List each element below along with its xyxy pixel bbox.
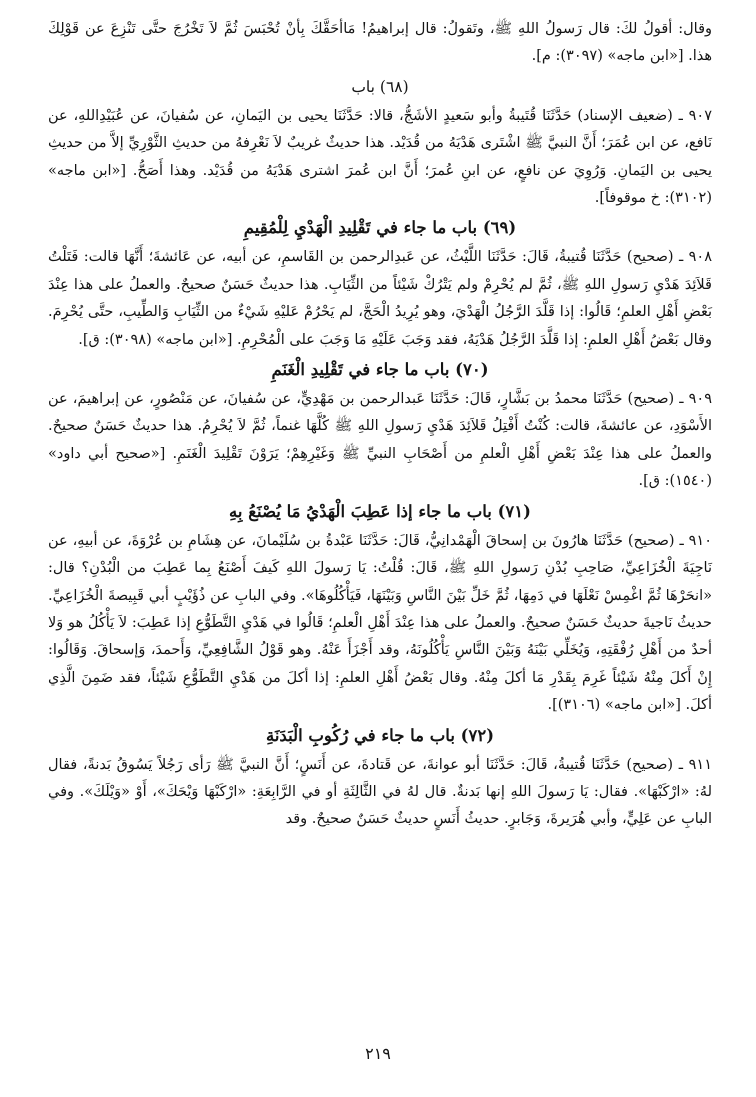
- page-number: ٢١٩: [365, 1044, 391, 1063]
- hadith-907: ٩٠٧ ـ (ضعيف الإسناد) حَدَّثَنَا قُتَيبةُ وأبو سَعيدٍ الأشَجُّ، قالا: حَدَّثَنَا يحيى بن اليَمانِ، عن سُفيانَ، عن عُبَيْدِاللهِ، عن نَافع، عن ابن عُمَرَ؛ أَنَّ النبيَّ ﷺ اشْتَرى هَدْيَهُ من قُدَيْد. هذا حديثٌ غريبٌ لاَ نَعْرِفهُ من حديثِ الثَّوْرِيِّ إلاَّ من حديثِ يحيى بن اليَمانِ. وَرُوِيَ عن نافعٍ، عن ابنِ عُمرَ؛ أَنَّ ابن عُمرَ اشترى هَدْيَهُ من قُدَيْد. وهذا أَصَحُّ. [«ابن ماجه» (٣١٠٢): خ موقوفاً].: [48, 107, 712, 207]
- chapter-heading-72: (٧٢) باب ما جاء في رُكُوبِ الْبَدَنَةِ: [265, 725, 495, 745]
- hadith-909: ٩٠٩ ـ (صحيح) حَدَّثَنَا محمدُ بن بَشَّارٍ، قَالَ: حَدَّثَنَا عَبدالرحمن بن مَهْدِيٍّ، عن سُفيانَ، عن مَنْصُورٍ، عن إبراهيمَ، عن الأَسْوَدِ، عن عائشةَ، قالت: كُنْتُ أَفْتِلُ قَلاَئِدَ هَدْيِ رَسولِ اللهِ ﷺ كُلَّهَا غنماً، ثُمَّ لاَ يُحْرِمُ. هذا حديثٌ حَسَنٌ صحيحٌ. والعملُ على هذا عِنْدَ بَعْضِ أَهْلِ الْعلمِ من أَصْحَابِ النبيِّ ﷺ وَغَيْرِهِمْ؛ يَرَوْنَ تَقْلِيدَ الْغَنَمِ. [«صحيح أبي داود» (١٥٤٠): ق].: [48, 391, 712, 490]
- document-page: [48, 16, 712, 834]
- chapter-heading-69: (٦٩) باب ما جاء في تَقْلِيدِ الْهَدْيِ لِلْمُقِيمِ: [243, 218, 517, 238]
- paragraph-continuation: وقال: أقولُ لكَ: قال رَسولُ اللهِ ﷺ، وتَقولُ: قال إبراهيمُ! مَاأحَقَّكَ بِأنْ تُحْبَسَ ثُمَّ لاَ تَخْرُجَ حتَّى تَنْزِعَ عن قَوْلِكَ هذا. [«ابن ماجه» (٣٠٩٧): م].: [48, 21, 712, 65]
- hadith-910: ٩١٠ ـ (صحيح) حَدَّثَنَا هارُونَ بن إسحاقَ الْهَمْدانِيُّ، قَالَ: حَدَّثَنَا عَبْدةُ بن سُلَيْمانَ، عن هِشَامِ بن عُرْوَةَ، عن أبيهِ، عن نَاجِيَةَ الْخُزَاعِيِّ، صَاحِبِ بُدْنِ رَسولِ اللهِ ﷺ، قَالَ: قُلْتُ: يَا رَسولَ اللهِ كَيفَ أَصْنَعُ بِما عَطِبَ من الْبُدْنِ؟ قال: «انحَرْهَا ثُمَّ اغْمِسْ نَعْلَهَا في دَمِهَا، ثُمَّ خَلِّ بَيْنَ النَّاسِ وَبَيْنَهَا، فَيَأْكُلُوهَا». وفي البابِ عن ذُؤَيْبٍ أبي قَبِيصةَ الْخُزَاعِيِّ. حديثُ نَاجيةَ حديثٌ حَسَنٌ صحيحٌ. والعملُ على هذا عِنْدَ أَهْلِ الْعلمِ؛ قَالُوا في هَدْيِ التَّطَوُّعِ إذا عَطِبَ: لاَ يَأْكُلُ هو وَلا أحدٌ من أَهْلِ رُفْقَتِهِ، وَيُخَلِّي بَيْنَهُ وَبَيْنَ النَّاسِ يَأْكُلُونَهُ، وقد أَجْزَأَ عَنْهُ. وهو قَوْلُ الشَّافِعِيِّ، وَأَحمدَ، وَإسحاقَ. وَقَالُوا: إِنْ أَكلَ مِنْهُ شَيْئاً غَرِمَ بِقَدْرِ مَا أكلَ مِنْهُ. وقال بَعْضُ أَهْلِ العلمِ: إذا أكلَ من هَدْيِ التَّطَوُّعِ شَيْئاً، فقد ضَمِنَ الَّذِي أكلَ. [«ابن ماجه» (٣١٠٦)].: [48, 532, 712, 714]
- chapter-heading-71: (٧١) باب ما جاء إذا عَطِبَ الْهَدْيُ مَا يُصْنَعُ بِهِ: [229, 501, 531, 521]
- chapter-heading-68: (٦٨) باب: [351, 77, 409, 96]
- chapter-heading-70: (٧٠) باب ما جاء في تَقْلِيدِ الْغَنَمِ: [271, 360, 489, 380]
- hadith-911: ٩١١ ـ (صحيح) حَدَّثَنَا قُتيبةُ، قَالَ: حَدَّثَنَا أبو عوانةَ، عن قَتادةَ، عن أَنَسٍ؛ أَنَّ النبيَّ ﷺ رَأى رَجُلاً يَسُوقُ بَدنةً، فقال لهُ: «ارْكَبْهَا». فقال: يَا رَسولَ اللهِ إنها بَدنةٌ. قال لهُ في الثَّالِثَةِ أو في الرَّابِعَةِ: «ارْكَبْهَا وَيْحَكَ»، أَوْ «وَيْلَكَ». وفي البابِ عن عَلِيٍّ، وأبي هُرَيرةَ، وَجَابرٍ. حديثُ أَنَسٍ حديثٌ حَسَنٌ صحيحٌ. وقد: [48, 756, 712, 828]
- hadith-908: ٩٠٨ ـ (صحيح) حَدَّثَنَا قُتيبةُ، قَالَ: حَدَّثَنَا اللَّيْثُ، عن عَبدِالرحمن بن القَاسمِ، عن أبيه، عن عَائشةَ؛ أَنَّهَا قالت: فَتَلْتُ قَلاَئِدَ هَدْيِ رَسولِ اللهِ ﷺ، ثُمَّ لم يُحْرِمْ ولم يَتْرُكْ شَيْئاً من الثِّيَابِ. هذا حديثٌ حَسَنٌ صحيحٌ. والعملُ على هذا عِنْدَ بَعْضِ أَهْلِ العلمِ؛ قَالُوا: إذا قَلَّدَ الرَّجُلُ الْهَدْيَ، وهو يُرِيدُ الْحَجَّ، لم يَحْرُمْ عَليْهِ شَيْءٌ من الثِّيَابِ وَالطِّيبِ، حتَّى يُحْرِمَ. وقال بَعْضُ أَهْلِ العلمِ: إذا قَلَّدَ الرَّجُلُ هَدْيَهُ، فقد وَجَبَ عَلَيْهِ مَا وَجَبَ على الْمُحْرِمِ. [«ابن ماجه» (٣٠٩٨): ق].: [48, 249, 712, 348]
